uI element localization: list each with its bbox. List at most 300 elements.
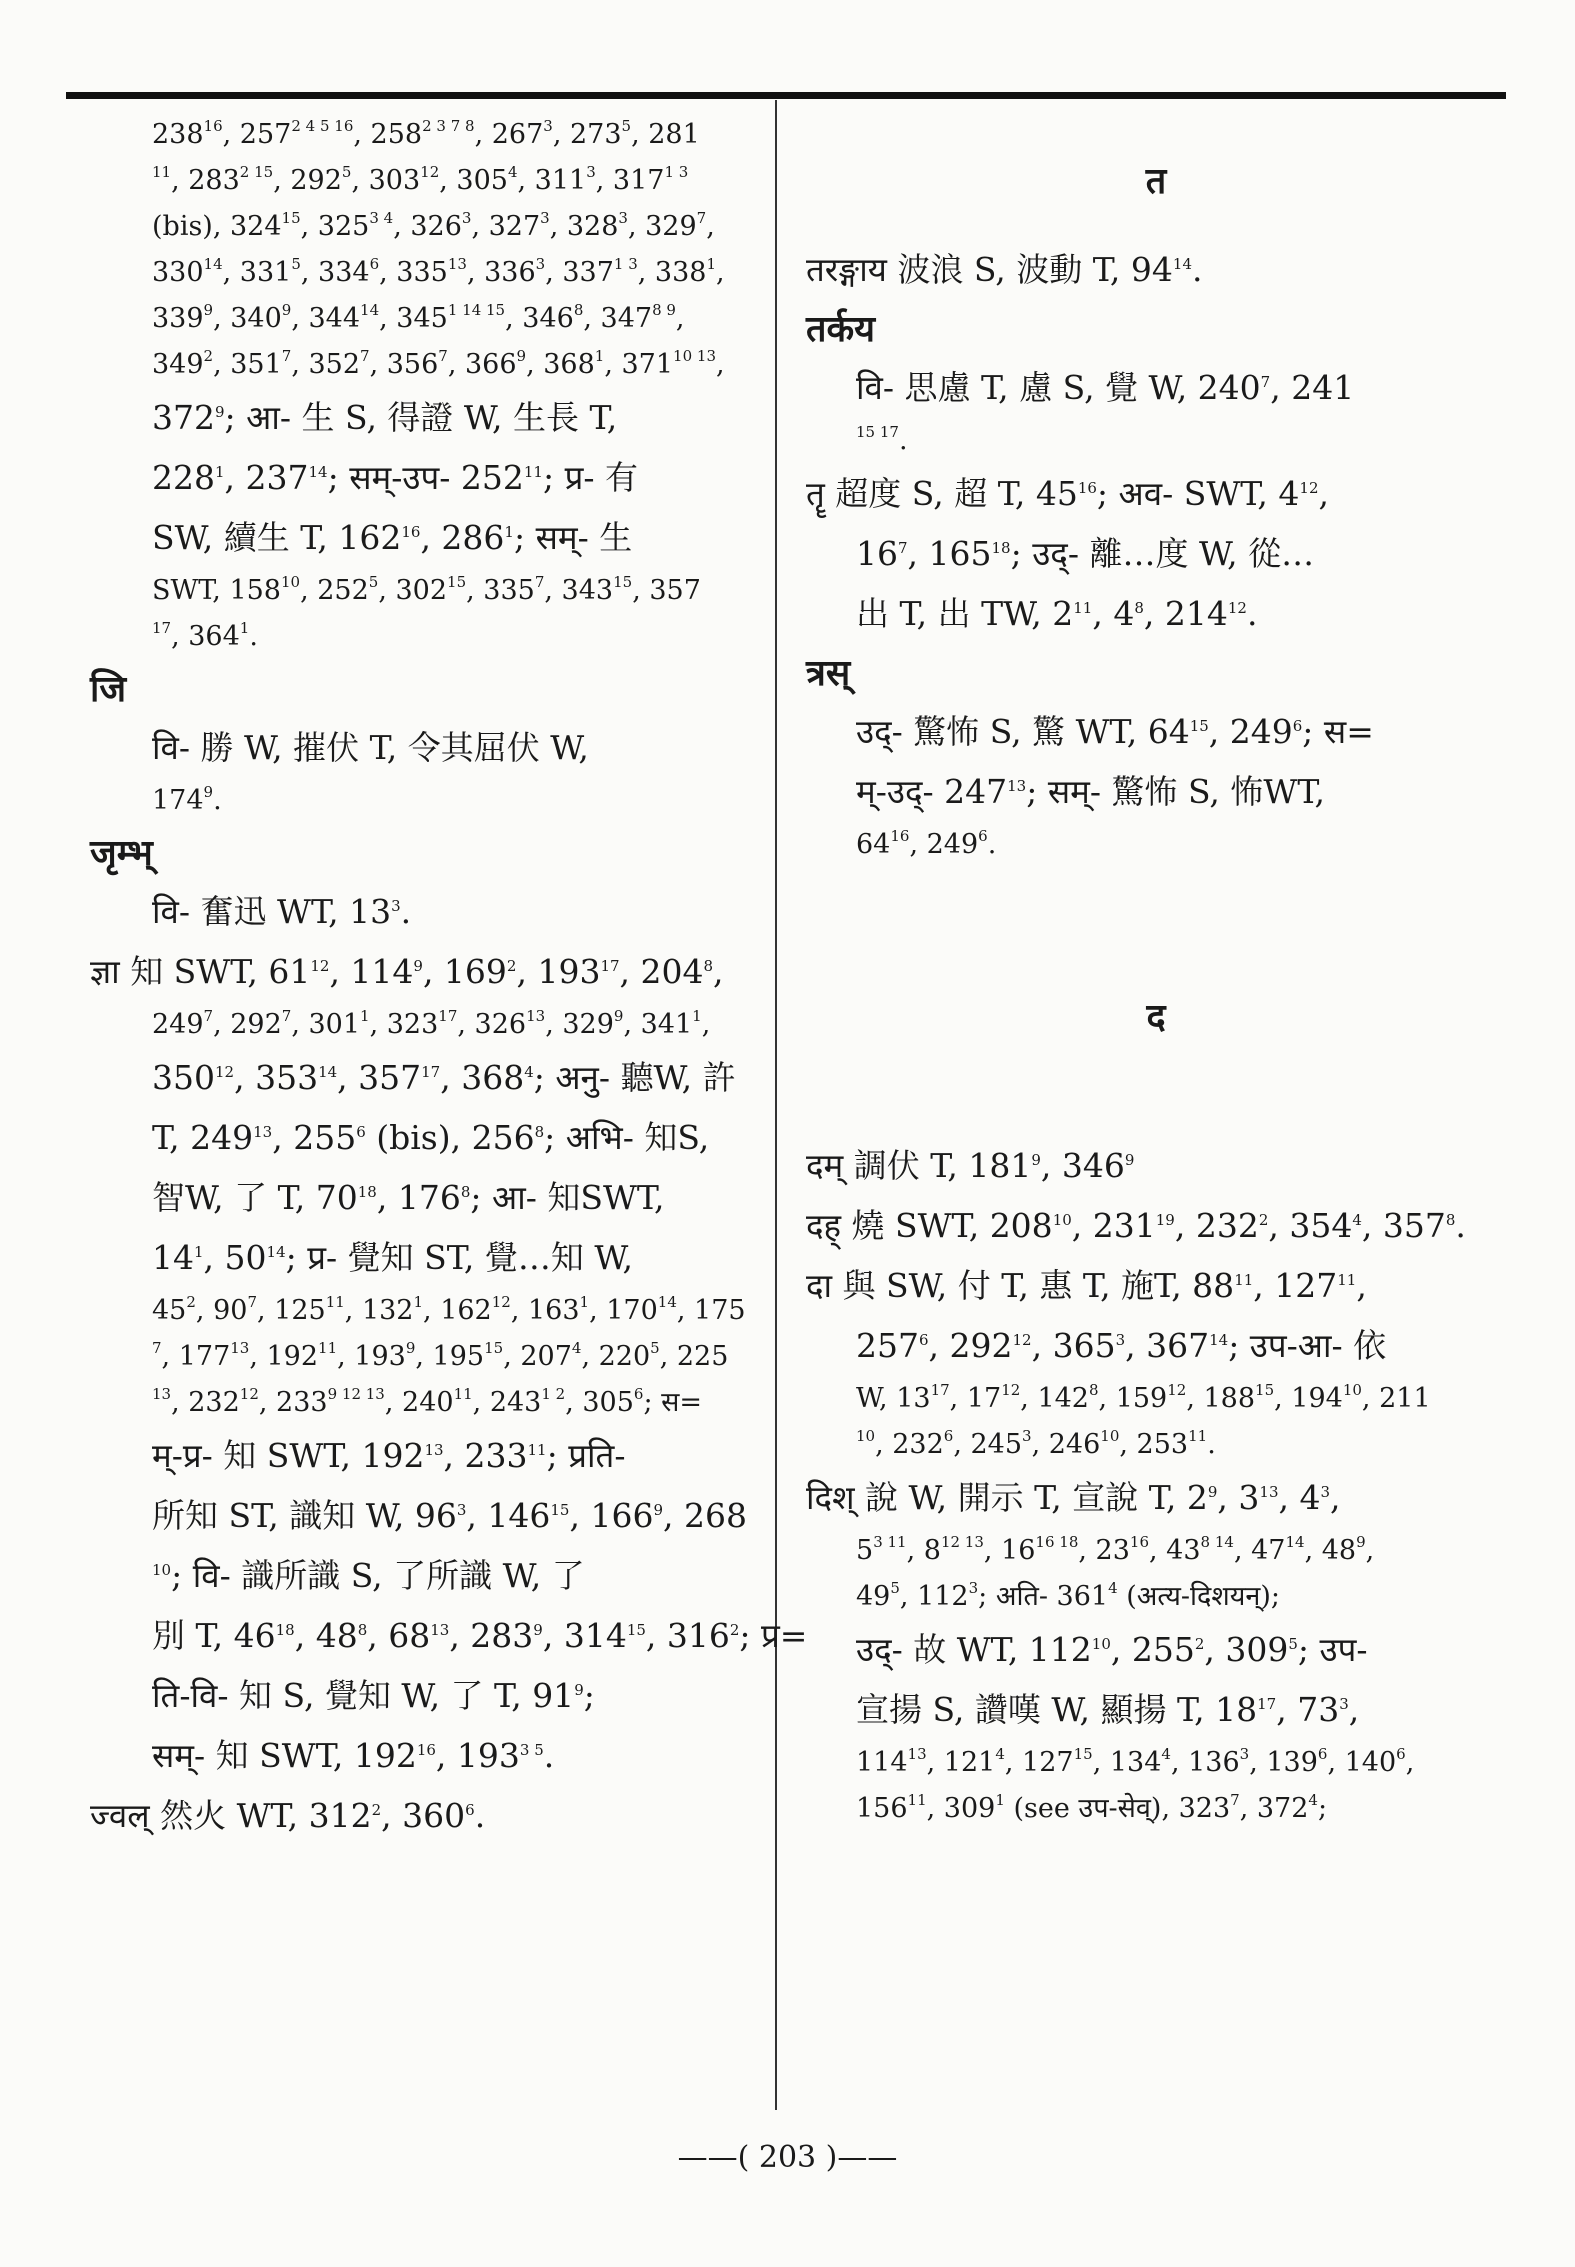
entry-line [806, 1680, 1506, 1740]
entry-text: 257 [856, 1326, 919, 1365]
entry-text: . [474, 1796, 486, 1835]
entry-text: , 243 [472, 1387, 542, 1418]
line-reference: 1 [360, 1007, 370, 1025]
entry-line [80, 508, 780, 568]
top-rule [66, 92, 1506, 99]
entry-text: , 139 [1249, 1747, 1318, 1778]
entry-text: , 232 [171, 1387, 240, 1418]
entry-text: ; अभि- 知S, [544, 1118, 710, 1157]
line-reference: 11 [527, 1441, 547, 1459]
entry-text: तॄ 超度 S, 超 T, 45 [806, 474, 1078, 513]
line-reference: 15 [613, 573, 633, 591]
line-reference: 1 [504, 523, 514, 541]
entry-text: दह् 燒 SWT, 208 [806, 1206, 1053, 1245]
entry-text: ; उप- [1297, 1630, 1368, 1669]
line-reference: 6 [978, 827, 988, 845]
entry-text: 64 [856, 829, 891, 860]
entry-text: 330 [152, 257, 204, 288]
entry-text: , 193 [435, 1736, 520, 1775]
entry-line [80, 1486, 780, 1546]
entry-text: , 193 [337, 1341, 406, 1372]
entry-line [80, 1334, 780, 1380]
line-reference: 10 [1342, 1381, 1362, 1399]
line-reference: 1 [594, 347, 605, 365]
entry-text: , [1318, 474, 1329, 513]
entry-text: , 255 [272, 1118, 357, 1157]
line-reference: 7 [898, 539, 908, 557]
entry-line [80, 778, 780, 824]
line-reference: 3 [968, 1579, 979, 1597]
entry-text: ; आ- 生 S, 得證 W, 生長 T, [224, 398, 618, 437]
entry-text: . [249, 621, 258, 652]
entry-text: , 328 [549, 211, 619, 242]
entry-text: , 327 [471, 211, 541, 242]
entry-line [806, 1620, 1506, 1680]
entry-text: , 338 [637, 257, 707, 288]
entry-text: , 240 [384, 1387, 454, 1418]
entry-text: 249 [152, 1009, 204, 1040]
line-reference: 3 [391, 897, 401, 915]
line-reference: 9 [1124, 1151, 1135, 1169]
line-reference: 10 [281, 573, 301, 591]
entry-text: दम् 調伏 T, 181 [806, 1146, 1032, 1185]
entry-text: , 336 [466, 257, 536, 288]
entry-text: , 170 [589, 1295, 658, 1326]
entry-text: ; प्र= [739, 1616, 808, 1655]
entry-text: , 334 [300, 257, 370, 288]
line-reference: 18 [991, 539, 1011, 557]
line-reference: 8 [1088, 1381, 1099, 1399]
line-reference: 15 [1189, 717, 1209, 735]
entry-text: , [1348, 1690, 1360, 1729]
line-reference: 11 [1234, 1271, 1254, 1289]
line-reference: 19 [1155, 1211, 1175, 1229]
line-reference: 9 [215, 403, 225, 421]
line-reference: 15 [626, 1621, 646, 1639]
line-reference: 17 [930, 1381, 950, 1399]
line-reference: 9 [413, 957, 423, 975]
entry-text: , [716, 349, 725, 380]
entry-text: , 43 [1149, 1535, 1201, 1566]
entry-text: , 231 [1071, 1206, 1156, 1245]
entry-text: , [1405, 1747, 1415, 1778]
line-reference: 8 [357, 1621, 368, 1639]
entry-text: 156 [856, 1793, 908, 1824]
line-reference: 11 [152, 163, 172, 181]
entry-text: 16 [856, 534, 898, 573]
entry-text: म्-प्र- 知 SWT, 192 [152, 1436, 425, 1475]
line-reference: 4 [1352, 1211, 1362, 1229]
entry-text: , 258 [353, 119, 423, 150]
entry-text: जि [90, 668, 127, 710]
entry-text: , 353 [234, 1058, 319, 1097]
entry-text: , 237 [224, 458, 309, 497]
entry-line [806, 702, 1506, 762]
entry-text: , 335 [466, 575, 535, 606]
entry-text: , 345 [379, 303, 448, 334]
line-reference: 8 [1134, 599, 1144, 617]
entry-line [806, 1740, 1506, 1786]
line-reference: 17 [152, 619, 172, 637]
entry-text: द [1146, 996, 1166, 1038]
entry-line [80, 1002, 780, 1048]
entry-text: , 268 [662, 1496, 747, 1535]
entry-text: , 292 [213, 1009, 282, 1040]
entry-line [806, 464, 1506, 524]
entry-text: . [543, 1736, 555, 1775]
entry-text: , 317 [595, 165, 665, 196]
line-reference: 6 [919, 1331, 929, 1349]
entry-text: उद्- 驚怖 S, 驚 WT, 64 [856, 712, 1190, 751]
entry-text: , 249 [1208, 712, 1293, 751]
entry-text: , 309 [926, 1793, 996, 1824]
entry-line [80, 296, 780, 342]
spacer [806, 112, 1506, 152]
entry-text: , 23 [1078, 1535, 1130, 1566]
entry-line [806, 1136, 1506, 1196]
entry-text: 238 [152, 119, 204, 150]
line-reference: 15 [1255, 1381, 1275, 1399]
entry-line [80, 112, 780, 158]
entry-text: . [1207, 1429, 1216, 1460]
entry-text: , 255 [1110, 1630, 1195, 1669]
entry-line [806, 418, 1506, 464]
line-reference: 3 [618, 209, 628, 227]
line-reference: 1 [692, 1007, 702, 1025]
entry-text: दा 與 SW, 付 T, 惠 T, 施T, 88 [806, 1266, 1235, 1305]
entry-text: , 346 [1040, 1146, 1125, 1185]
entry-text: (अत्य-दिशयन्); [1117, 1581, 1280, 1612]
line-reference: 5 [368, 573, 379, 591]
entry-line [80, 1048, 780, 1108]
entry-text: , 344 [291, 303, 361, 334]
line-reference: 17 [1257, 1695, 1277, 1713]
line-reference: 6 [356, 1123, 366, 1141]
entry-text: 114 [856, 1747, 908, 1778]
entry-text: , 360 [381, 1796, 466, 1835]
line-reference: 16 [1129, 1533, 1149, 1551]
entry-text: , 303 [351, 165, 421, 196]
entry-text: , 176 [376, 1178, 461, 1217]
line-reference: 11 [1188, 1427, 1208, 1445]
line-reference: 4 [995, 1745, 1005, 1763]
entry-text: ; सम्- 驚怖 S, 怖WT, [1026, 772, 1325, 811]
right-column [806, 112, 1506, 1832]
entry-text: , 357 [337, 1058, 422, 1097]
entry-text: . [898, 425, 908, 456]
line-reference: 8 14 [1200, 1533, 1234, 1551]
line-reference: 12 [491, 1293, 511, 1311]
entry-text: 45 [152, 1295, 187, 1326]
entry-line [806, 822, 1506, 868]
entry-text: SW, 續生 T, 162 [152, 518, 402, 557]
entry-line [80, 1228, 780, 1288]
entry-text: , 305 [565, 1387, 634, 1418]
entry-text: , 331 [222, 257, 292, 288]
entry-text: , 192 [249, 1341, 319, 1372]
line-reference: 9 [1356, 1533, 1366, 1551]
line-reference: 7 [534, 573, 545, 591]
entry-text: , 142 [1020, 1383, 1089, 1414]
entry-text: , 175 [676, 1295, 746, 1326]
entry-text: 5 [856, 1535, 874, 1566]
entry-text: , 305 [439, 165, 508, 196]
entry-text: , 177 [161, 1341, 231, 1372]
entry-text: , 347 [583, 303, 653, 334]
entry-text: , 114 [329, 952, 414, 991]
entry-text: , 371 [604, 349, 674, 380]
entry-text: , [701, 1009, 711, 1040]
entry-text: , 233 [443, 1436, 528, 1475]
entry-text: , 207 [503, 1341, 572, 1372]
line-reference: 1 [215, 463, 225, 481]
entry-text: , 127 [1004, 1747, 1074, 1778]
line-reference: 3 [1115, 1331, 1126, 1349]
line-reference: 2 [729, 1621, 740, 1639]
entry-text: , [713, 952, 724, 991]
line-reference: 14 [203, 255, 223, 273]
entry-line [806, 1376, 1506, 1422]
entry-text: , 292 [273, 165, 342, 196]
entry-text: , 357 [632, 575, 701, 606]
entry-text: , 372 [1239, 1793, 1309, 1824]
entry-text: , 335 [379, 257, 448, 288]
line-reference: 16 [203, 117, 223, 135]
entry-line [80, 1108, 780, 1168]
entry-text: , 166 [569, 1496, 654, 1535]
entry-text: , 225 [659, 1341, 729, 1372]
line-reference: 16 [401, 523, 421, 541]
entry-line [80, 718, 780, 778]
line-reference: 13 [152, 1385, 172, 1403]
entry-line [80, 1426, 780, 1486]
line-reference: 13 [1259, 1483, 1279, 1501]
entry-line [80, 1288, 780, 1334]
line-reference: 1 [239, 619, 250, 637]
entry-text: , 195 [415, 1341, 485, 1372]
entry-line [806, 762, 1506, 822]
entry-text: , 329 [545, 1009, 614, 1040]
line-reference: 6 [1396, 1745, 1406, 1763]
entry-line [80, 882, 780, 942]
entry-text: उद्- 故 WT, 112 [856, 1630, 1092, 1669]
line-reference: 3 4 [369, 209, 394, 227]
line-reference: 12 [215, 1063, 235, 1081]
entry-text: , 188 [1186, 1383, 1256, 1414]
entry-line [806, 300, 1506, 358]
line-reference: 3 [456, 1501, 467, 1519]
line-reference: 17 [421, 1063, 441, 1081]
entry-line [806, 240, 1506, 300]
entry-text: , 73 [1276, 1690, 1340, 1729]
line-reference: 12 13 [940, 1533, 984, 1551]
entry-text: . [213, 785, 222, 816]
line-reference: 3 [1339, 1695, 1349, 1713]
entry-text: , 367 [1125, 1326, 1210, 1365]
entry-line [806, 1574, 1506, 1620]
line-reference: 5 [890, 1579, 900, 1597]
entry-text: , 211 [1361, 1383, 1431, 1414]
line-reference: 6 [369, 255, 380, 273]
entry-text: , 346 [505, 303, 574, 334]
line-reference: 2 4 5 16 [291, 117, 354, 135]
entry-text: , 233 [258, 1387, 328, 1418]
entry-text: , 48 [1304, 1535, 1357, 1566]
entry-text: , 8 [906, 1535, 941, 1566]
entry-text: , [1330, 1478, 1341, 1517]
line-reference: 9 [405, 1339, 416, 1357]
line-reference: 10 [856, 1427, 876, 1445]
line-reference: 3 [1320, 1483, 1331, 1501]
line-reference: 10 [1100, 1427, 1120, 1445]
line-reference: 12 [1227, 599, 1247, 617]
entry-text: , 267 [474, 119, 544, 150]
line-reference: 13 [1007, 777, 1027, 795]
line-reference: 12 [310, 957, 330, 975]
entry-text: , 47 [1233, 1535, 1286, 1566]
entry-text: , 112 [899, 1581, 969, 1612]
line-reference: 9 [516, 347, 527, 365]
entry-text: 372 [152, 398, 215, 437]
line-reference: 1 14 15 [447, 301, 506, 319]
entry-line [80, 1380, 780, 1426]
entry-text: 所知 ST, 識知 W, 96 [152, 1496, 457, 1535]
entry-text: , 326 [457, 1009, 527, 1040]
entry-text: ; प्रति- [546, 1436, 626, 1475]
entry-text: , 194 [1274, 1383, 1343, 1414]
entry-line [80, 388, 780, 448]
entry-text: , 314 [542, 1616, 627, 1655]
line-reference: 1 [194, 1243, 204, 1261]
line-reference: 4 [1108, 1579, 1118, 1597]
line-reference: 3 5 [519, 1741, 544, 1759]
line-reference: 7 [696, 209, 707, 227]
entry-text: , 140 [1327, 1747, 1397, 1778]
entry-text: तरङ्गाय 波浪 S, 波動 T, 94 [806, 250, 1173, 289]
line-reference: 15 [484, 1339, 504, 1357]
line-reference: 4 [1308, 1791, 1318, 1809]
line-reference: 3 [1239, 1745, 1250, 1763]
entry-text: ; सम्- 生 [513, 518, 633, 557]
entry-text: , 283 [171, 165, 240, 196]
entry-text: , 252 [300, 575, 369, 606]
entry-text: , 329 [627, 211, 697, 242]
entry-text: 宣揚 S, 讚嘆 W, 顯揚 T, 18 [856, 1690, 1258, 1729]
line-reference: 6 [633, 1385, 644, 1403]
line-reference: 14 [1285, 1533, 1305, 1551]
line-reference: 18 [357, 1183, 377, 1201]
page-number: ——( 203 )—— [677, 2140, 898, 2175]
line-reference: 15 [447, 573, 467, 591]
entry-line [806, 1256, 1506, 1316]
line-reference: 4 [507, 163, 518, 181]
entry-text: ; उद्- 離…度 W, 從… [1010, 534, 1315, 573]
line-reference: 11 [907, 1791, 927, 1809]
line-reference: 3 [586, 163, 596, 181]
entry-text: , 301 [291, 1009, 361, 1040]
line-reference: 12 [1001, 1381, 1021, 1399]
line-reference: 10 13 [673, 347, 716, 365]
line-reference: 16 [890, 827, 910, 845]
spacer [806, 868, 1506, 988]
entry-text: , [716, 257, 725, 288]
entry-text: , 90 [195, 1295, 248, 1326]
entry-line [80, 204, 780, 250]
line-reference: 13 [447, 255, 467, 273]
entry-text: , 257 [222, 119, 292, 150]
entry-text: ; आ- 知SWT, [470, 1178, 665, 1217]
entry-text: SWT, 158 [152, 575, 281, 606]
entry-line [806, 1786, 1506, 1832]
entry-text: , 281 [631, 119, 700, 150]
line-reference: 12 [239, 1385, 259, 1403]
entry-text: वि- 奮迅 WT, 13 [152, 892, 392, 931]
line-reference: 1 [579, 1293, 590, 1311]
line-reference: 12 [420, 163, 440, 181]
entry-text: , 292 [928, 1326, 1013, 1365]
line-reference: 8 [703, 957, 714, 975]
entry-text: , 340 [213, 303, 282, 334]
line-reference: 14 [1172, 255, 1192, 273]
line-reference: 5 [650, 1339, 660, 1357]
line-reference: 5 [1288, 1635, 1298, 1653]
entry-line [80, 1606, 808, 1666]
entry-line [80, 1726, 780, 1786]
entry-line [806, 1196, 1506, 1256]
entry-text: , 325 [300, 211, 370, 242]
entry-text: , 4 [1278, 1478, 1321, 1517]
entry-text: वि- 思慮 T, 慮 S, 覺 W, 240 [856, 368, 1261, 407]
line-reference: 4 [571, 1339, 582, 1357]
entry-text: , 246 [1031, 1429, 1101, 1460]
entry-text: ; [583, 1676, 595, 1715]
line-reference: 8 [460, 1183, 471, 1201]
entry-text: , 326 [393, 211, 462, 242]
entry-text: , 364 [171, 621, 240, 652]
entry-line [806, 1468, 1506, 1528]
line-reference: 16 [416, 1741, 436, 1759]
entry-text: , 283 [449, 1616, 534, 1655]
entry-text: 174 [152, 785, 204, 816]
entry-text: 350 [152, 1058, 215, 1097]
line-reference: 13 [907, 1745, 927, 1763]
entry-text: (see उप-सेव्), 323 [1004, 1793, 1231, 1824]
entry-text: , 341 [623, 1009, 693, 1040]
entry-text: , [675, 303, 685, 334]
line-reference: 11 [523, 463, 543, 481]
line-reference: 11 [1337, 1271, 1357, 1289]
line-reference: 9 [281, 301, 292, 319]
spacer [806, 1046, 1506, 1136]
entry-text: , 134 [1092, 1747, 1162, 1778]
line-reference: 11 [325, 1293, 345, 1311]
line-reference: 5 [291, 255, 301, 273]
line-reference: 9 [1207, 1483, 1218, 1501]
entry-text: , 127 [1253, 1266, 1338, 1305]
entry-text: , 68 [367, 1616, 431, 1655]
entry-text: . [987, 829, 997, 860]
entry-text: , 323 [369, 1009, 439, 1040]
entry-text: , [1356, 1266, 1367, 1305]
line-reference: 9 [653, 1501, 663, 1519]
line-reference: 11 [1073, 599, 1093, 617]
line-reference: 8 9 [652, 301, 676, 319]
entry-line [80, 660, 780, 718]
line-reference: 2 [203, 347, 214, 365]
entry-text: , 354 [1268, 1206, 1353, 1245]
entry-text: ज्वल् 然火 WT, 312 [90, 1796, 372, 1835]
entry-text: , 368 [440, 1058, 525, 1097]
